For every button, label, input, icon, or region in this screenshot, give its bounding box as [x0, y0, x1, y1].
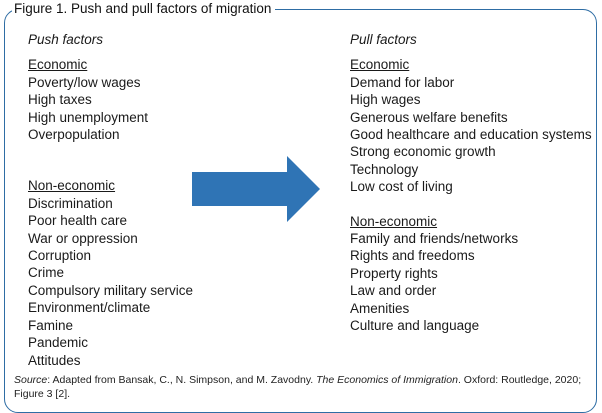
pull-economic-item: High wages [350, 92, 421, 108]
pull-economic-item: Generous welfare benefits [350, 109, 508, 125]
pull-non-economic-label: Non-economic [350, 213, 438, 229]
pull-economic-item: Demand for labor [350, 74, 455, 90]
push-economic-item: High taxes [28, 92, 92, 108]
pull-economic-item: Good healthcare and education systems [350, 127, 592, 143]
push-factors-column [28, 31, 193, 369]
pull-economic-label: Economic [350, 57, 410, 73]
push-non-economic-item: Poor health care [28, 213, 128, 229]
push-factors-heading: Push factors [28, 32, 104, 47]
push-non-economic-item: Environment/climate [28, 300, 151, 316]
pull-factors-column [350, 31, 592, 335]
push-economic-label: Economic [28, 57, 88, 73]
push-non-economic-label: Non-economic [28, 178, 116, 194]
right-arrow-icon [192, 156, 320, 222]
source-note [14, 374, 594, 401]
source-text-after: . Oxford: Routledge, 2020; Figure 3 [2]. [14, 374, 582, 400]
push-economic-item: Poverty/low wages [28, 74, 141, 90]
source-label: Source [14, 374, 48, 386]
push-non-economic-item: Pandemic [28, 335, 89, 351]
pull-factors-heading: Pull factors [350, 32, 417, 47]
pull-non-economic-item: Law and order [350, 283, 437, 299]
pull-non-economic-list [350, 230, 592, 334]
pull-economic-list [350, 74, 592, 196]
pull-economic-item: Strong economic growth [350, 144, 496, 160]
push-non-economic-item: Crime [28, 265, 64, 281]
source-text-before: : Adapted from Bansak, C., N. Simpson, and M. Zavodny. [47, 374, 317, 386]
source-book-title: The Economics of Immigration [316, 374, 458, 386]
push-economic-list [28, 74, 193, 144]
arrow-shape [192, 156, 320, 222]
push-non-economic-item: Discrimination [28, 195, 113, 211]
figure-title: Figure 1. Push and pull factors of migration [12, 1, 275, 17]
pull-economic-item: Technology [350, 161, 419, 177]
pull-non-economic-item: Family and friends/networks [350, 231, 519, 247]
pull-non-economic-item: Rights and freedoms [350, 248, 475, 264]
push-non-economic-item: War or oppression [28, 230, 138, 246]
push-non-economic-item: Attitudes [28, 352, 81, 368]
pull-non-economic-item: Culture and language [350, 318, 480, 334]
push-non-economic-item: Compulsory military service [28, 282, 194, 298]
pull-non-economic-item: Property rights [350, 265, 438, 281]
pull-economic-item: Low cost of living [350, 179, 453, 195]
push-non-economic-item: Corruption [28, 248, 92, 264]
pull-non-economic-item: Amenities [350, 300, 410, 316]
push-non-economic-list [28, 195, 193, 369]
push-non-economic-item: Famine [28, 317, 74, 333]
push-economic-item: High unemployment [28, 109, 149, 125]
push-economic-item: Overpopulation [28, 127, 120, 143]
